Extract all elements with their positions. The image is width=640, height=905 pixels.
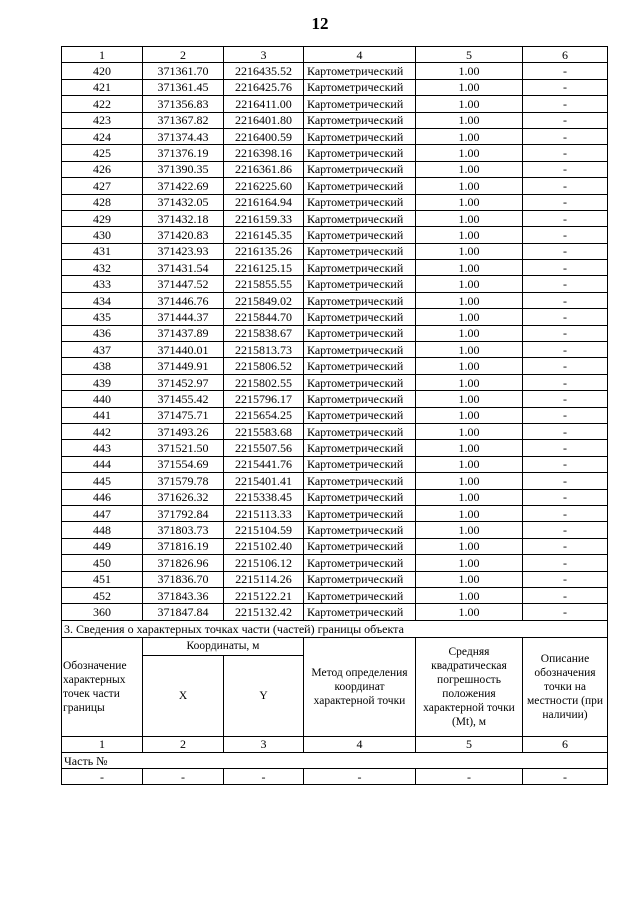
coord-y: 2215507.56 — [224, 440, 304, 456]
error-value: 1.00 — [416, 538, 523, 554]
coord-x: 371423.93 — [143, 243, 224, 259]
coord-x: 371521.50 — [143, 440, 224, 456]
description: - — [523, 309, 608, 325]
designation-header: Обозначение характерных точек части границы — [62, 637, 143, 736]
coord-y: 2215806.52 — [224, 358, 304, 374]
method: Картометрический — [304, 96, 416, 112]
table-row — [62, 178, 608, 194]
table-row — [62, 473, 608, 489]
description: - — [523, 79, 608, 95]
table-row — [62, 79, 608, 95]
coord-x: 371374.43 — [143, 128, 224, 144]
coord-x: 371843.36 — [143, 587, 224, 603]
table-row — [62, 96, 608, 112]
point-number: 451 — [62, 571, 143, 587]
error-value: 1.00 — [416, 391, 523, 407]
method: Картометрический — [304, 145, 416, 161]
description: - — [523, 145, 608, 161]
point-number: 439 — [62, 374, 143, 390]
table-row — [62, 391, 608, 407]
point-number: 449 — [62, 538, 143, 554]
method: Картометрический — [304, 194, 416, 210]
description: - — [523, 112, 608, 128]
point-number: 434 — [62, 292, 143, 308]
coord-x: 371816.19 — [143, 538, 224, 554]
coord-y: 2215654.25 — [224, 407, 304, 423]
coord-x: 371376.19 — [143, 145, 224, 161]
table-row — [62, 128, 608, 144]
column-number: 3 — [224, 47, 304, 63]
method: Картометрический — [304, 210, 416, 226]
description: - — [523, 260, 608, 276]
method: Картометрический — [304, 260, 416, 276]
coord-y: 2216435.52 — [224, 63, 304, 79]
coord-y: 2216145.35 — [224, 227, 304, 243]
point-number: 423 — [62, 112, 143, 128]
description: - — [523, 325, 608, 341]
column-number: 6 — [523, 47, 608, 63]
coord-x: 371803.73 — [143, 522, 224, 538]
method: Картометрический — [304, 538, 416, 554]
description: - — [523, 128, 608, 144]
coord-y: 2215132.42 — [224, 604, 304, 620]
table-row — [62, 423, 608, 439]
table-row — [62, 538, 608, 554]
table-row — [62, 489, 608, 505]
y-header: Y — [224, 655, 304, 736]
method: Картометрический — [304, 161, 416, 177]
description: - — [523, 587, 608, 603]
method: Картометрический — [304, 309, 416, 325]
table-cell: - — [304, 769, 416, 785]
table-row — [62, 374, 608, 390]
table-row — [62, 440, 608, 456]
description: - — [523, 571, 608, 587]
coord-y: 2216164.94 — [224, 194, 304, 210]
table-cell: - — [143, 769, 224, 785]
point-number: 452 — [62, 587, 143, 603]
point-number: 448 — [62, 522, 143, 538]
coord-x: 371431.54 — [143, 260, 224, 276]
method: Картометрический — [304, 555, 416, 571]
coord-x: 371449.91 — [143, 358, 224, 374]
point-number: 436 — [62, 325, 143, 341]
coord-x: 371361.45 — [143, 79, 224, 95]
table-row — [62, 260, 608, 276]
description: - — [523, 358, 608, 374]
description: - — [523, 407, 608, 423]
empty-row — [62, 769, 608, 785]
coord-x: 371432.18 — [143, 210, 224, 226]
coord-x: 371361.70 — [143, 63, 224, 79]
section-column-number-row — [62, 736, 608, 752]
method: Картометрический — [304, 456, 416, 472]
error-value: 1.00 — [416, 587, 523, 603]
page-number: 12 — [311, 14, 329, 33]
coord-y: 2215122.21 — [224, 587, 304, 603]
table-row — [62, 358, 608, 374]
coord-y: 2215102.40 — [224, 538, 304, 554]
point-number: 429 — [62, 210, 143, 226]
coord-x: 371440.01 — [143, 342, 224, 358]
error-header: Средняя квадратическая погрешность положения характерной точки (Mt), м — [416, 637, 523, 736]
error-value: 1.00 — [416, 96, 523, 112]
description: - — [523, 555, 608, 571]
column-number: 5 — [416, 47, 523, 63]
error-value: 1.00 — [416, 505, 523, 521]
error-value: 1.00 — [416, 276, 523, 292]
table-row — [62, 342, 608, 358]
section-header-row — [62, 637, 608, 655]
x-header: X — [143, 655, 224, 736]
coord-y: 2215844.70 — [224, 309, 304, 325]
column-number-row — [62, 47, 608, 63]
point-number: 420 — [62, 63, 143, 79]
coord-x: 371836.70 — [143, 571, 224, 587]
description: - — [523, 391, 608, 407]
coord-y: 2216361.86 — [224, 161, 304, 177]
coord-y: 2215583.68 — [224, 423, 304, 439]
table-row — [62, 309, 608, 325]
coord-y: 2216425.76 — [224, 79, 304, 95]
method: Картометрический — [304, 571, 416, 587]
method: Картометрический — [304, 79, 416, 95]
description: - — [523, 243, 608, 259]
point-number: 443 — [62, 440, 143, 456]
point-number: 432 — [62, 260, 143, 276]
error-value: 1.00 — [416, 309, 523, 325]
coord-x: 371792.84 — [143, 505, 224, 521]
coord-y: 2216411.00 — [224, 96, 304, 112]
coord-y: 2216225.60 — [224, 178, 304, 194]
point-number: 450 — [62, 555, 143, 571]
method: Картометрический — [304, 128, 416, 144]
error-value: 1.00 — [416, 423, 523, 439]
description: - — [523, 227, 608, 243]
coord-x: 371455.42 — [143, 391, 224, 407]
table-row — [62, 63, 608, 79]
description: - — [523, 194, 608, 210]
coordinates-table — [61, 46, 608, 785]
coord-y: 2215113.33 — [224, 505, 304, 521]
method: Картометрический — [304, 358, 416, 374]
error-value: 1.00 — [416, 194, 523, 210]
method: Картометрический — [304, 440, 416, 456]
coord-y: 2216398.16 — [224, 145, 304, 161]
column-number: 4 — [304, 736, 416, 752]
error-value: 1.00 — [416, 292, 523, 308]
coord-x: 371447.52 — [143, 276, 224, 292]
table-cell: - — [224, 769, 304, 785]
coord-y: 2215838.67 — [224, 325, 304, 341]
coord-x: 371390.35 — [143, 161, 224, 177]
table-row — [62, 227, 608, 243]
method: Картометрический — [304, 522, 416, 538]
point-number: 428 — [62, 194, 143, 210]
point-number: 446 — [62, 489, 143, 505]
coord-y: 2216159.33 — [224, 210, 304, 226]
error-value: 1.00 — [416, 374, 523, 390]
column-number: 2 — [143, 736, 224, 752]
point-number: 442 — [62, 423, 143, 439]
method: Картометрический — [304, 489, 416, 505]
error-value: 1.00 — [416, 325, 523, 341]
column-number: 2 — [143, 47, 224, 63]
description: - — [523, 96, 608, 112]
point-number: 421 — [62, 79, 143, 95]
point-number: 437 — [62, 342, 143, 358]
description: - — [523, 489, 608, 505]
error-value: 1.00 — [416, 571, 523, 587]
error-value: 1.00 — [416, 440, 523, 456]
method: Картометрический — [304, 112, 416, 128]
point-number: 426 — [62, 161, 143, 177]
table-cell: - — [523, 769, 608, 785]
point-number: 427 — [62, 178, 143, 194]
error-value: 1.00 — [416, 522, 523, 538]
method: Картометрический — [304, 473, 416, 489]
error-value: 1.00 — [416, 145, 523, 161]
error-value: 1.00 — [416, 63, 523, 79]
method: Картометрический — [304, 325, 416, 341]
description: - — [523, 178, 608, 194]
coord-y: 2216135.26 — [224, 243, 304, 259]
point-number: 424 — [62, 128, 143, 144]
coord-y: 2215104.59 — [224, 522, 304, 538]
point-number: 360 — [62, 604, 143, 620]
table-row — [62, 210, 608, 226]
method: Картометрический — [304, 505, 416, 521]
column-number: 6 — [523, 736, 608, 752]
coord-x: 371437.89 — [143, 325, 224, 341]
column-number: 3 — [224, 736, 304, 752]
description: - — [523, 342, 608, 358]
coord-x: 371432.05 — [143, 194, 224, 210]
part-label: Часть № — [62, 753, 608, 769]
error-value: 1.00 — [416, 112, 523, 128]
coord-y: 2215106.12 — [224, 555, 304, 571]
table-row — [62, 604, 608, 620]
point-number: 431 — [62, 243, 143, 259]
error-value: 1.00 — [416, 260, 523, 276]
error-value: 1.00 — [416, 358, 523, 374]
coord-y: 2215796.17 — [224, 391, 304, 407]
error-value: 1.00 — [416, 210, 523, 226]
error-value: 1.00 — [416, 604, 523, 620]
table-row — [62, 456, 608, 472]
error-value: 1.00 — [416, 243, 523, 259]
point-number: 422 — [62, 96, 143, 112]
point-number: 444 — [62, 456, 143, 472]
column-number: 4 — [304, 47, 416, 63]
error-value: 1.00 — [416, 407, 523, 423]
point-number: 445 — [62, 473, 143, 489]
description: - — [523, 440, 608, 456]
description: - — [523, 538, 608, 554]
table-row — [62, 276, 608, 292]
table-row — [62, 571, 608, 587]
coord-x: 371554.69 — [143, 456, 224, 472]
coord-y: 2215813.73 — [224, 342, 304, 358]
error-value: 1.00 — [416, 178, 523, 194]
error-value: 1.00 — [416, 161, 523, 177]
description: - — [523, 522, 608, 538]
table-row — [62, 505, 608, 521]
method: Картометрический — [304, 423, 416, 439]
table-row — [62, 194, 608, 210]
table-row — [62, 145, 608, 161]
method: Картометрический — [304, 276, 416, 292]
coord-x: 371446.76 — [143, 292, 224, 308]
error-value: 1.00 — [416, 489, 523, 505]
point-number: 435 — [62, 309, 143, 325]
method: Картометрический — [304, 587, 416, 603]
table-row — [62, 522, 608, 538]
coord-y: 2216401.80 — [224, 112, 304, 128]
error-value: 1.00 — [416, 456, 523, 472]
coord-y: 2216400.59 — [224, 128, 304, 144]
coord-y: 2216125.15 — [224, 260, 304, 276]
coord-x: 371826.96 — [143, 555, 224, 571]
coord-x: 371847.84 — [143, 604, 224, 620]
coord-x: 371579.78 — [143, 473, 224, 489]
point-number: 430 — [62, 227, 143, 243]
description: - — [523, 505, 608, 521]
coord-x: 371475.71 — [143, 407, 224, 423]
description: - — [523, 161, 608, 177]
coord-y: 2215855.55 — [224, 276, 304, 292]
section-title: 3. Сведения о характерных точках части (частей) границы объекта — [62, 620, 608, 637]
coord-y: 2215114.26 — [224, 571, 304, 587]
table-row — [62, 587, 608, 603]
method: Картометрический — [304, 374, 416, 390]
coord-x: 371367.82 — [143, 112, 224, 128]
point-number: 441 — [62, 407, 143, 423]
coord-x: 371452.97 — [143, 374, 224, 390]
table-row — [62, 243, 608, 259]
point-number: 440 — [62, 391, 143, 407]
table-cell: - — [416, 769, 523, 785]
point-number: 447 — [62, 505, 143, 521]
method: Картометрический — [304, 178, 416, 194]
coord-x: 371444.37 — [143, 309, 224, 325]
description: - — [523, 374, 608, 390]
description-header: Описание обозначения точки на местности (при наличии) — [523, 637, 608, 736]
method-header: Метод определения координат характерной точки — [304, 637, 416, 736]
coord-y: 2215441.76 — [224, 456, 304, 472]
coord-x: 371356.83 — [143, 96, 224, 112]
table-row — [62, 407, 608, 423]
method: Картометрический — [304, 407, 416, 423]
point-number: 425 — [62, 145, 143, 161]
method: Картометрический — [304, 243, 416, 259]
error-value: 1.00 — [416, 227, 523, 243]
description: - — [523, 210, 608, 226]
point-number: 433 — [62, 276, 143, 292]
description: - — [523, 63, 608, 79]
point-number: 438 — [62, 358, 143, 374]
description: - — [523, 292, 608, 308]
error-value: 1.00 — [416, 128, 523, 144]
part-row — [62, 753, 608, 769]
method: Картометрический — [304, 63, 416, 79]
table-row — [62, 161, 608, 177]
method: Картометрический — [304, 292, 416, 308]
method: Картометрический — [304, 227, 416, 243]
coord-y: 2215338.45 — [224, 489, 304, 505]
error-value: 1.00 — [416, 342, 523, 358]
error-value: 1.00 — [416, 473, 523, 489]
method: Картометрический — [304, 342, 416, 358]
description: - — [523, 423, 608, 439]
table-row — [62, 292, 608, 308]
table-row — [62, 325, 608, 341]
description: - — [523, 456, 608, 472]
method: Картометрический — [304, 604, 416, 620]
coord-y: 2215401.41 — [224, 473, 304, 489]
coord-x: 371493.26 — [143, 423, 224, 439]
column-number: 5 — [416, 736, 523, 752]
column-number: 1 — [62, 736, 143, 752]
coord-x: 371626.32 — [143, 489, 224, 505]
table-row — [62, 112, 608, 128]
column-number: 1 — [62, 47, 143, 63]
error-value: 1.00 — [416, 79, 523, 95]
table-cell: - — [62, 769, 143, 785]
coord-y: 2215849.02 — [224, 292, 304, 308]
coord-x: 371420.83 — [143, 227, 224, 243]
section-title-row — [62, 620, 608, 637]
description: - — [523, 276, 608, 292]
error-value: 1.00 — [416, 555, 523, 571]
description: - — [523, 604, 608, 620]
coord-y: 2215802.55 — [224, 374, 304, 390]
coord-x: 371422.69 — [143, 178, 224, 194]
method: Картометрический — [304, 391, 416, 407]
coordinates-header: Координаты, м — [143, 637, 304, 655]
description: - — [523, 473, 608, 489]
table-row — [62, 555, 608, 571]
